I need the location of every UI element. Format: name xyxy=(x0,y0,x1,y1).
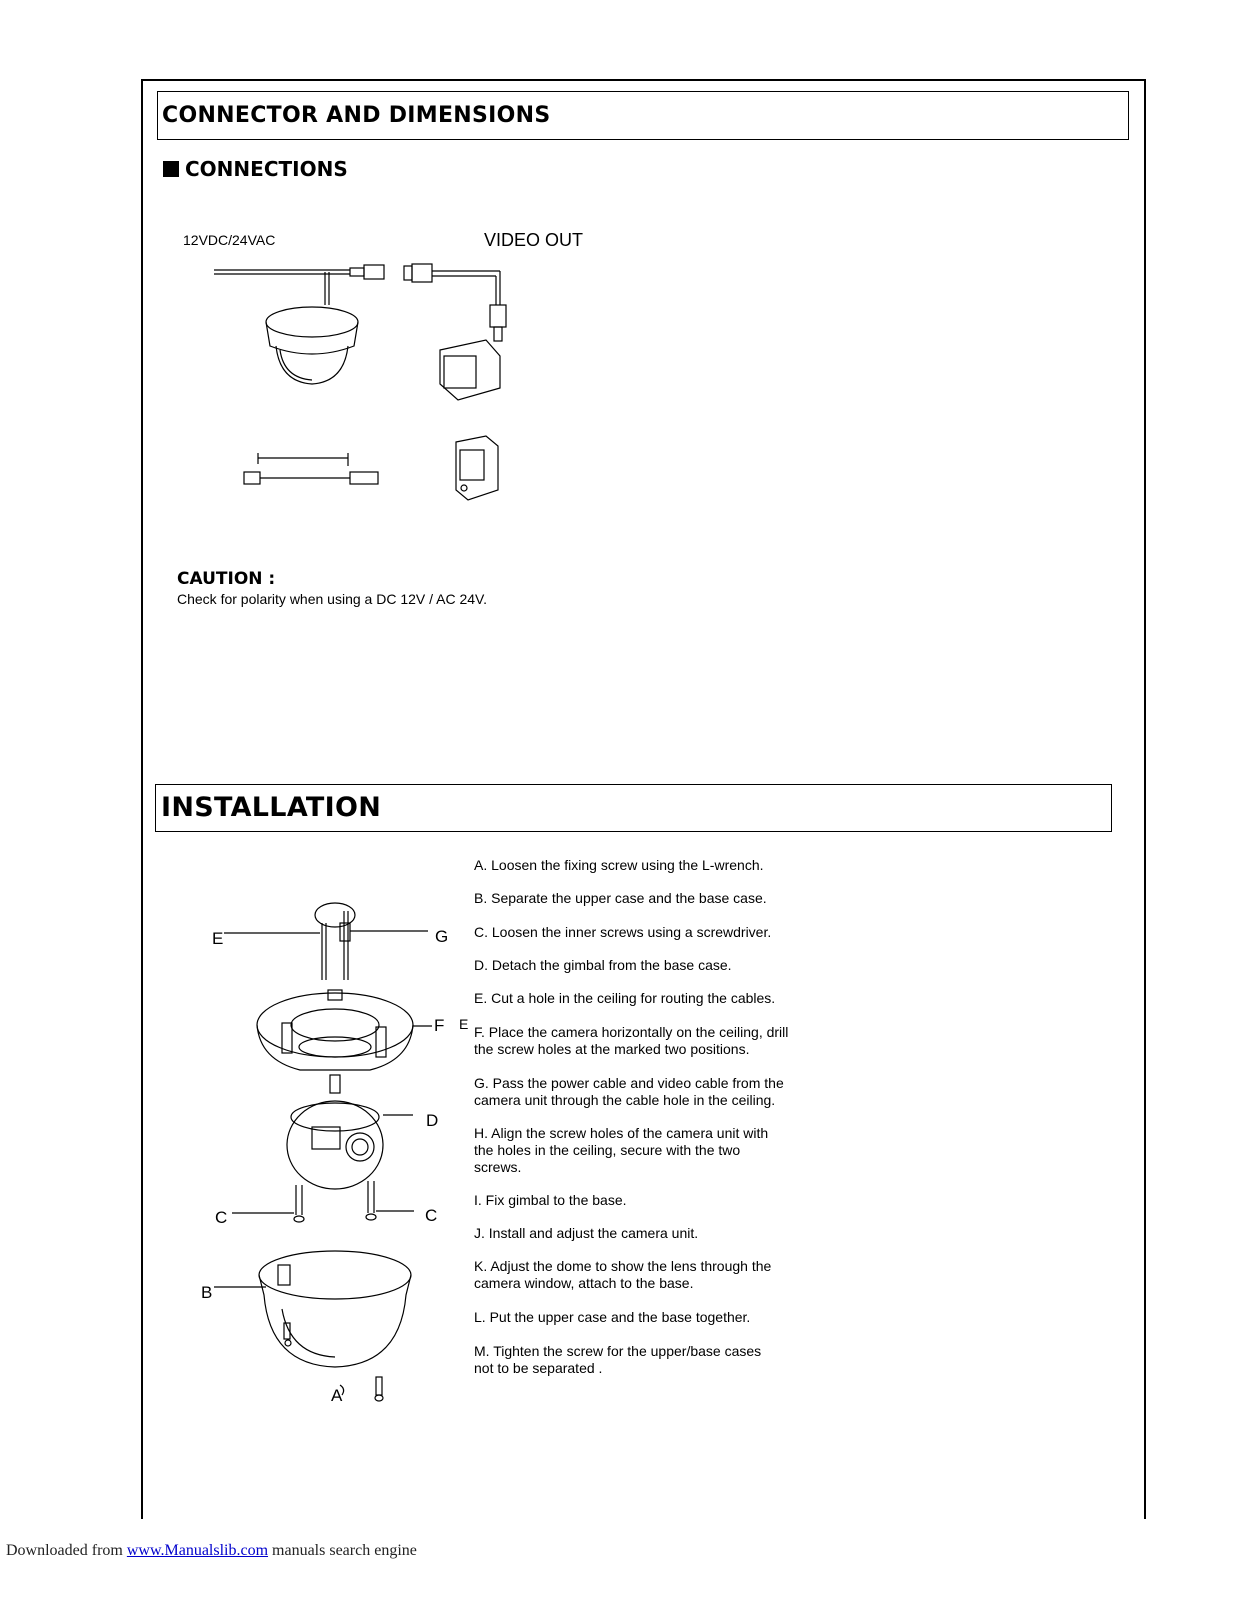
step-a: A. Loosen the fixing screw using the L-wrench. xyxy=(474,857,764,873)
label-e-left: E xyxy=(212,929,224,948)
step-j: J. Install and adjust the camera unit. xyxy=(474,1225,699,1241)
screw-left xyxy=(296,1185,302,1215)
video-out-label: VIDEO OUT xyxy=(484,230,584,250)
terminal-block xyxy=(244,472,260,484)
dome-camera-base xyxy=(266,307,358,337)
power-connector xyxy=(364,265,384,279)
bnc-connector-right xyxy=(490,305,506,327)
power-label: 12VDC/24VAC xyxy=(183,232,276,248)
label-c-left: C xyxy=(215,1208,228,1227)
base-plate xyxy=(257,993,413,1057)
bullet-square-icon xyxy=(163,161,179,177)
bnc-connector-left xyxy=(404,266,412,280)
label-c-right: C xyxy=(425,1206,438,1225)
section-title-installation: INSTALLATION xyxy=(161,792,382,823)
page-frame-top xyxy=(141,79,1146,81)
step-i: I. Fix gimbal to the base. xyxy=(474,1192,627,1208)
page-frame-left xyxy=(141,79,143,1519)
upper-case-dome xyxy=(259,1275,411,1367)
connections-illustration xyxy=(200,250,540,510)
screw-right xyxy=(368,1181,374,1213)
fixing-screw xyxy=(376,1377,382,1395)
camera-lens xyxy=(346,1133,374,1161)
step-d: D. Detach the gimbal from the base case. xyxy=(474,957,732,973)
installation-diagram xyxy=(200,895,470,1415)
step-e: E. Cut a hole in the ceiling for routing the cables. xyxy=(474,990,776,1006)
label-g: G xyxy=(435,927,449,946)
step-h: H. Align the screw holes of the camera unit with the holes in the ceiling, secure with the two screws. xyxy=(474,1125,769,1175)
footer xyxy=(6,1542,417,1560)
section-header-installation xyxy=(155,784,1112,832)
label-e-right: E xyxy=(459,1016,469,1032)
footer-prefix: Downloaded from xyxy=(6,1542,127,1559)
step-l: L. Put the upper case and the base together. xyxy=(474,1309,751,1325)
step-m: M. Tighten the screw for the upper/base cases not to be separated . xyxy=(474,1343,762,1376)
gimbal-camera xyxy=(287,1101,383,1189)
upper-case-rim xyxy=(259,1251,411,1299)
adapter-connector xyxy=(350,472,378,484)
label-a: A xyxy=(331,1386,343,1405)
step-b: B. Separate the upper case and the base case. xyxy=(474,890,767,906)
label-d: D xyxy=(426,1111,439,1130)
caution-title: CAUTION : xyxy=(177,569,276,589)
step-c: C. Loosen the inner screws using a screwdriver. xyxy=(474,924,772,940)
page-frame-right xyxy=(1144,79,1146,1519)
subheading-connections: CONNECTIONS xyxy=(185,157,348,181)
footer-link[interactable]: www.Manualslib.com xyxy=(126,1542,269,1559)
section-title-connector: CONNECTOR AND DIMENSIONS xyxy=(162,103,551,128)
step-g: G. Pass the power cable and video cable from the camera unit through the cable hole in the ceiling. xyxy=(474,1075,784,1108)
section-header-connector xyxy=(157,91,1129,140)
label-b: B xyxy=(201,1283,213,1302)
caution-text: Check for polarity when using a DC 12V / AC 24V. xyxy=(177,591,487,607)
monitor-shape xyxy=(440,340,500,400)
label-f: F xyxy=(434,1016,445,1035)
footer-suffix: manuals search engine xyxy=(268,1542,417,1559)
step-k: K. Adjust the dome to show the lens through the camera window, attach to the base. xyxy=(474,1258,772,1291)
step-f: F. Place the camera horizontally on the ceiling, drill the screw holes at the marked two positions. xyxy=(474,1024,789,1057)
